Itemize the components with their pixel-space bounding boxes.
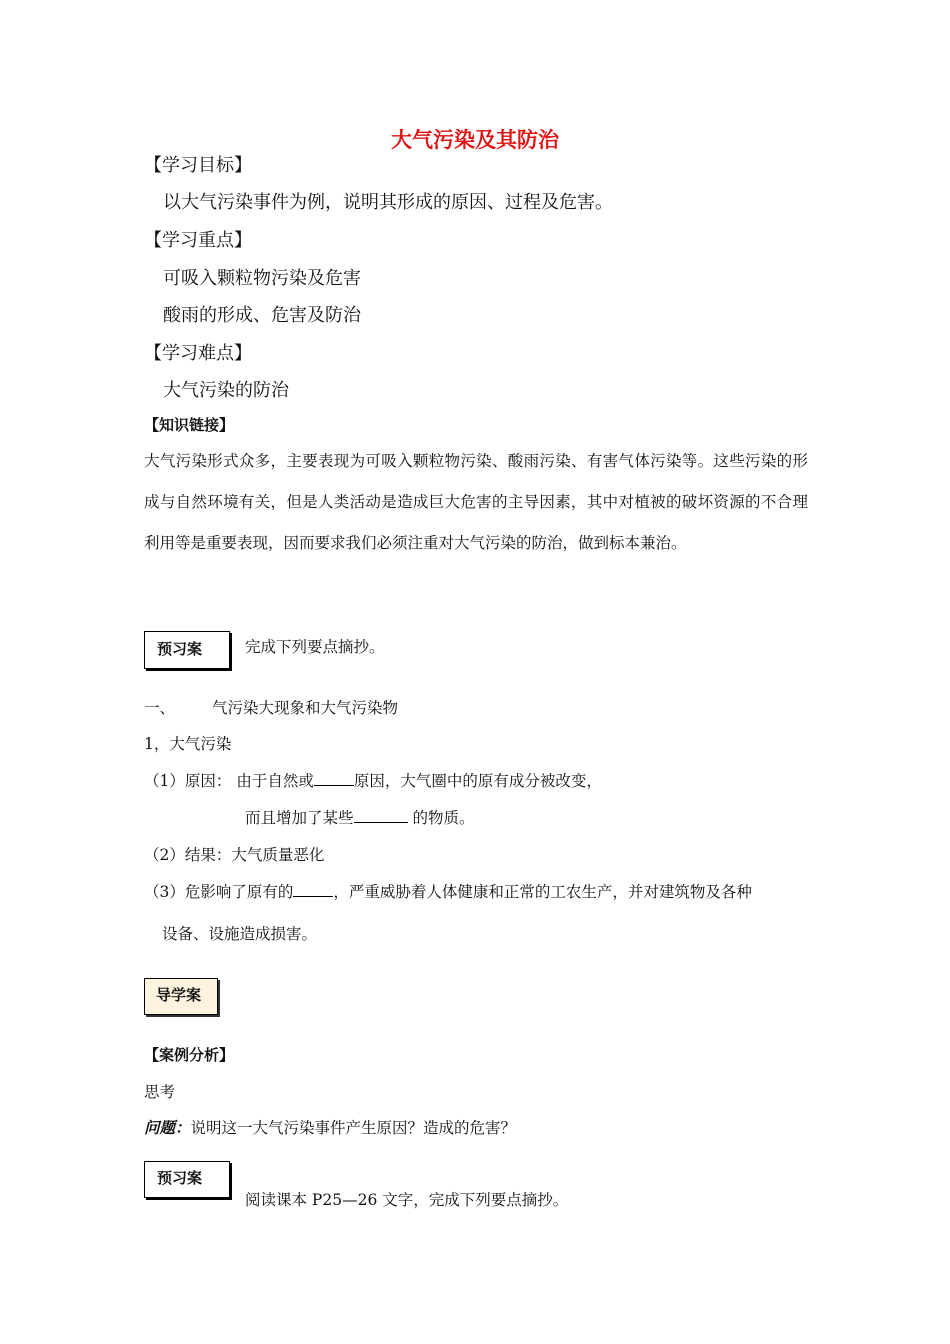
guide-box-label: 导学案	[156, 986, 202, 1004]
difficulty-heading: 【学习难点】	[144, 343, 252, 364]
preview-box-label: 预习案	[157, 1169, 203, 1187]
preview-instruction: 完成下列要点摘抄。	[245, 638, 385, 656]
question-text: 说明这一大气污染事件产生原因？造成的危害？	[190, 1119, 517, 1137]
section-title: 气污染大现象和大气污染物	[212, 699, 399, 717]
cause-label: （1）原因：	[144, 772, 232, 790]
preview-box	[144, 631, 230, 669]
key-point-item: 可吸入颗粒物污染及危害	[163, 268, 361, 289]
guide-box	[144, 978, 218, 1015]
result-line: （2）结果：大气质量恶化	[144, 846, 325, 864]
knowledge-paragraph: 大气污染形式众多，主要表现为可吸入颗粒物污染、酸雨污染、有害气体污染等。这些污染的形成与自然环境有关，但是人类活动是造成巨大危害的主导因素，其中对植被的破坏资源的不合理利用等是重要表现，因而要求我们必须注重对大气污染的防治，做到标本兼治。	[144, 452, 808, 552]
page-title: 大气污染及其防治	[391, 128, 559, 152]
key-point-item: 酸雨的形成、危害及防治	[163, 305, 361, 326]
question-label: 问题：	[144, 1119, 191, 1137]
key-points-heading: 【学习重点】	[144, 230, 252, 251]
preview-box-label: 预习案	[157, 640, 203, 658]
cause-line-2	[245, 806, 474, 828]
preview-instruction-2: 阅读课本 P25—26 文字，完成下列要点摘抄。	[245, 1191, 569, 1209]
preview-box-2	[144, 1161, 230, 1198]
difficulty-text: 大气污染的防治	[163, 380, 289, 401]
harm-line-2: 设备、设施造成损害。	[162, 925, 318, 943]
cause-text-c: 而且增加了某些	[245, 809, 354, 827]
fill-blank[interactable]	[293, 881, 333, 898]
harm-line	[144, 880, 752, 902]
harm-text-a: （3）危影响了原有的	[144, 883, 294, 901]
think-label: 思考	[144, 1083, 176, 1101]
case-heading: 【案例分析】	[144, 1046, 235, 1064]
section-number: 一、	[144, 699, 176, 717]
cause-text-d: 的物质。	[412, 809, 475, 827]
subsection-title: 1，大气污染	[144, 735, 232, 753]
cause-text-a: 由于自然或	[236, 772, 314, 790]
harm-text-b: ，严重威胁着人体健康和正常的工农生产，并对建筑物及各种	[333, 883, 752, 901]
knowledge-heading: 【知识链接】	[144, 416, 235, 434]
question-line	[144, 1116, 516, 1138]
cause-line	[144, 769, 602, 791]
goals-heading: 【学习目标】	[144, 155, 252, 176]
cause-text-b: 原因，大气圈中的原有成分被改变，	[353, 772, 602, 790]
fill-blank[interactable]	[314, 770, 354, 787]
goals-text: 以大气污染事件为例，说明其形成的原因、过程及危害。	[163, 192, 613, 213]
fill-blank[interactable]	[354, 807, 408, 824]
